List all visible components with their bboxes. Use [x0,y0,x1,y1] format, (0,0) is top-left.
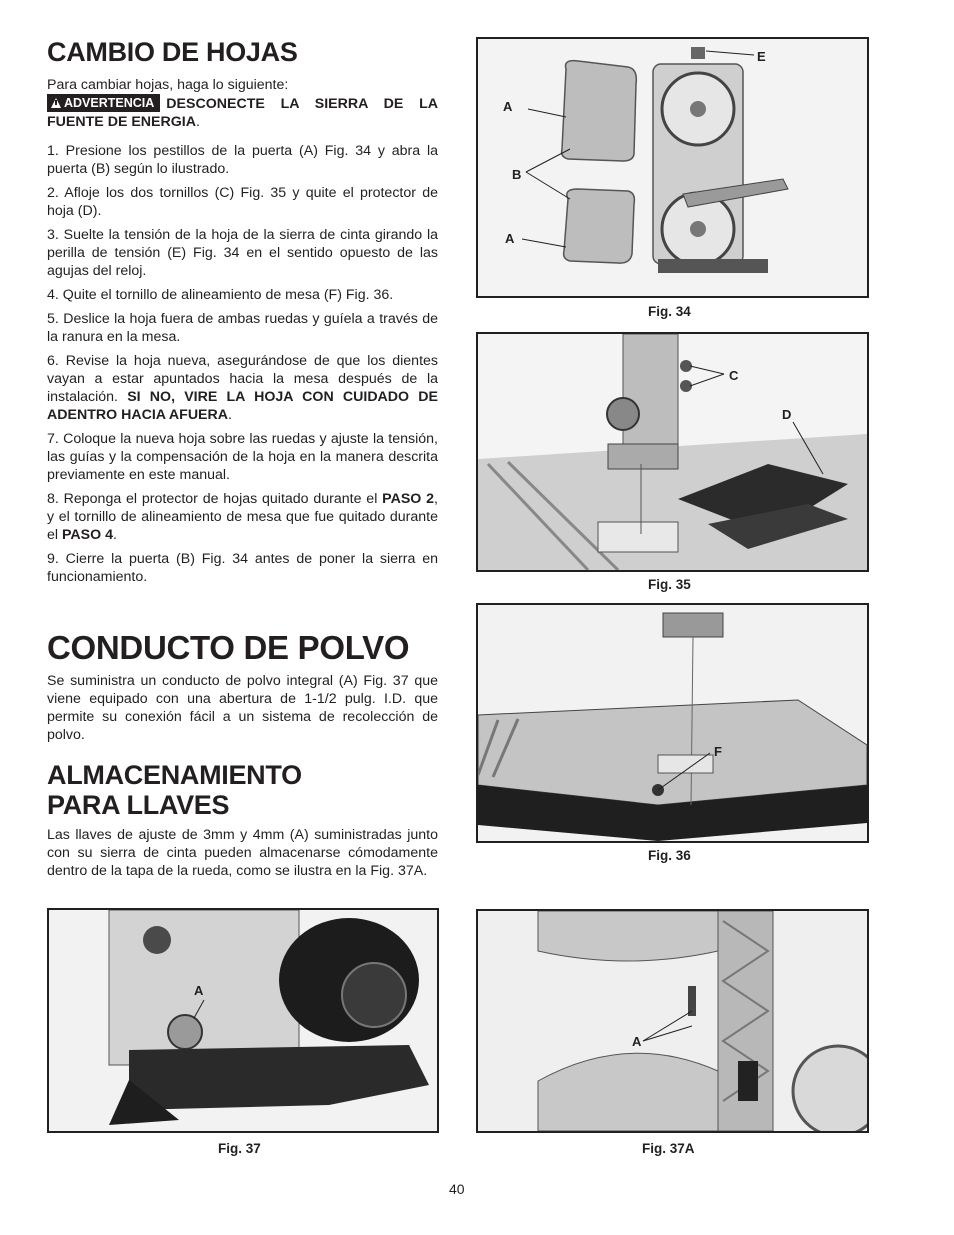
fig35-label-d: D [782,407,792,422]
fig35-label-c: C [729,368,739,383]
step-1: 1. Presione los pestillos de la puerta (A) Fig. 34 y abra la puerta (B) según lo ilustrado. [47,143,438,177]
step-7: 7. Coloque la nueva hoja sobre las ruedas y ajuste la tensión, las guías y la compensación de la hoja en la manera descrita previamente en este manual. [47,431,438,483]
fig34-caption: Fig. 34 [648,304,691,319]
figure-37-photo [47,908,439,1133]
warning-badge: ADVERTENCIA [47,94,160,112]
fig34-label-a-top: A [503,99,513,114]
section-cambio-de-hojas [47,36,438,586]
step-3: 3. Suelte la tensión de la hoja de la sierra de cinta girando la perilla de tensión (E) Fig. 34 en el sentido opuesto de las agujas del reloj. [47,227,438,279]
figure-34-photo [476,37,869,298]
step-4: 4. Quite el tornillo de alineamiento de mesa (F) Fig. 36. [47,287,394,303]
fig37-caption: Fig. 37 [218,1141,261,1156]
step-9: 9. Cierre la puerta (B) Fig. 34 antes de poner la sierra en funcionamiento. [47,551,438,585]
figure-37a-photo [476,909,869,1133]
step-8: 8. Reponga el protector de hojas quitado durante el PASO 2, y el tornillo de alineamiento de mesa que fue quitado durante el PASO 4. [47,491,438,543]
section-title-almacenamiento: ALMACENAMIENTO PARA LLAVES [47,760,302,820]
page-number: 40 [449,1181,465,1197]
section-title-conducto: CONDUCTO DE POLVO [47,629,410,666]
fig37a-label-a: A [632,1034,642,1049]
figure-35-photo [476,332,869,572]
conducto-text: Se suministra un conducto de polvo integral (A) Fig. 37 que viene equipado con una abertura de 1-1/2 pulg. I.D. que permite su conexión fácil a un sistema de recolección de polvo. [47,673,438,743]
figure-36-photo [476,603,869,843]
fig34-label-e: E [757,49,766,64]
fig37a-caption: Fig. 37A [642,1141,695,1156]
fig36-label-f: F [714,744,722,759]
warning-triangle-icon [51,98,61,108]
warning-text: DESCONECTE LA SIERRA DE LA FUENTE DE ENERGIA [47,96,438,130]
warning-line: ADVERTENCIA DESCONECTE LA SIERRA DE LA FUENTE DE ENERGIA. [47,96,438,130]
fig34-label-b: B [512,167,522,182]
step-5: 5. Deslice la hoja fuera de ambas ruedas y guíela a través de la ranura en la mesa. [47,311,438,345]
intro-text: Para cambiar hojas, haga lo siguiente: [47,77,289,93]
fig35-caption: Fig. 35 [648,577,691,592]
almacenamiento-text: Las llaves de ajuste de 3mm y 4mm (A) suministradas junto con su sierra de cinta pueden almacenarse cómodamente dentro de la tapa de la rueda, como se ilustra en la Fig. 37A. [47,827,438,879]
section-title: CAMBIO DE HOJAS [47,37,298,67]
fig36-caption: Fig. 36 [648,848,691,863]
fig34-label-a-bottom: A [505,231,515,246]
fig37-label-a: A [194,983,204,998]
step-2: 2. Afloje los dos tornillos (C) Fig. 35 y quite el protector de hoja (D). [47,185,438,219]
step-6: 6. Revise la hoja nueva, asegurándose de que los dientes vayan a estar apuntados hacia la mesa después de la instalación. SI NO, VIRE LA HOJA CON CUIDADO DE ADENTRO HACIA AFUERA. [47,353,438,423]
